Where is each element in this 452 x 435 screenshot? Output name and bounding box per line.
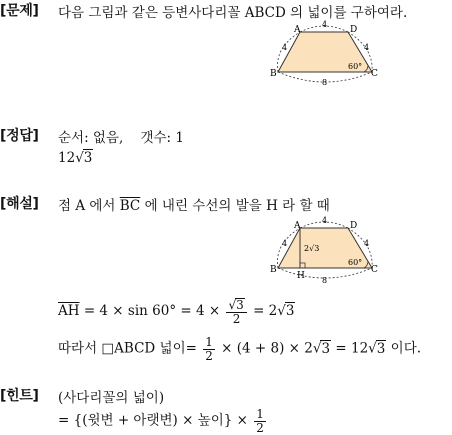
line2-root: 3 bbox=[321, 340, 331, 357]
line2-d: 이다. bbox=[390, 340, 422, 357]
answer-coef: 12 bbox=[58, 150, 76, 166]
trapezoid-figure-1 bbox=[270, 18, 380, 86]
solution-intro-b: 에 내린 수선의 발을 H 라 할 때 bbox=[144, 198, 330, 214]
vertex-B-2: B bbox=[270, 265, 277, 275]
angle-label-2: 60° bbox=[348, 258, 363, 267]
answer-label: [정답] bbox=[0, 128, 39, 144]
fraction-half: $\frac{1}{2}$ bbox=[205, 335, 213, 363]
side-left-label-2: 4 bbox=[282, 239, 288, 248]
vertex-D: D bbox=[350, 25, 358, 35]
side-right-label: 4 bbox=[364, 43, 370, 52]
line2-b: × (4 + 8) × 2 bbox=[221, 340, 313, 357]
solution-intro bbox=[58, 194, 330, 214]
fraction-root3-over-2: $\frac{√3}{2}$ bbox=[226, 298, 246, 325]
trapezoid-figure-2 bbox=[270, 214, 380, 290]
segment-ah: $\overline{AH}$ bbox=[58, 303, 80, 320]
hint-line1: (사다리꼴의 넓이) bbox=[58, 390, 165, 406]
vertex-C-2: C bbox=[371, 265, 378, 275]
solution-label: [해설] bbox=[0, 196, 39, 212]
line1-a: = 4 × sin 60° = 4 × bbox=[83, 303, 221, 320]
line2-c: = 12 bbox=[335, 340, 369, 357]
answer-meta bbox=[58, 126, 184, 146]
vertex-B: B bbox=[270, 69, 277, 79]
problem-label: [문제] bbox=[0, 3, 39, 19]
segment-bc: $\overline{BC}$ bbox=[119, 198, 141, 214]
vertex-C: C bbox=[371, 69, 378, 79]
hint-line2-a: = {(윗변 + 아랫변) × 높이} × bbox=[58, 412, 248, 429]
solution-intro-a: 점 A 에서 bbox=[58, 198, 116, 214]
vertex-H: H bbox=[297, 271, 305, 281]
vertex-A: A bbox=[294, 25, 301, 35]
side-top-label: 4 bbox=[322, 20, 328, 29]
side-right-label-2: 4 bbox=[364, 239, 370, 248]
angle-label: 60° bbox=[348, 62, 363, 71]
solution-line2: 따라서 □ABCD 넓이= $\frac{1}{2}$ × (4 + 8) × 2√3 = 12√3 이다. bbox=[58, 335, 422, 363]
answer-root: 3 bbox=[83, 150, 93, 166]
answer-value: 12√3 bbox=[58, 150, 93, 166]
vertex-D-2: D bbox=[350, 221, 358, 231]
hint-line2 bbox=[58, 408, 268, 434]
height-label: 2√3 bbox=[304, 244, 320, 253]
problem-text: 다음 그림과 같은 등변사다리꼴 ABCD 의 넓이를 구하여라. bbox=[58, 5, 408, 21]
line2-root2: 3 bbox=[376, 340, 386, 357]
side-top-label-2: 4 bbox=[322, 216, 328, 225]
bottom-label: 8 bbox=[322, 78, 328, 86]
bottom-label-2: 8 bbox=[322, 276, 328, 285]
hint-label: [힌트] bbox=[0, 388, 39, 404]
line1-b: = 2 bbox=[253, 303, 278, 320]
answer-order: 순서: 없음, bbox=[58, 130, 124, 146]
solution-line1: $\overline{AH} = 4 \times \sin 60^\circ = 4$ × $\frac{√3}{2}$ = 2√3 bbox=[58, 298, 295, 326]
line2-a: 따라서 □ABCD 넓이= bbox=[58, 340, 197, 357]
hint-fraction-half: $\frac{1}{2}$ bbox=[256, 407, 264, 435]
line1-root: 3 bbox=[285, 303, 295, 320]
answer-count: 갯수: 1 bbox=[140, 130, 184, 146]
vertex-A-2: A bbox=[294, 221, 301, 231]
side-left-label: 4 bbox=[282, 43, 288, 52]
